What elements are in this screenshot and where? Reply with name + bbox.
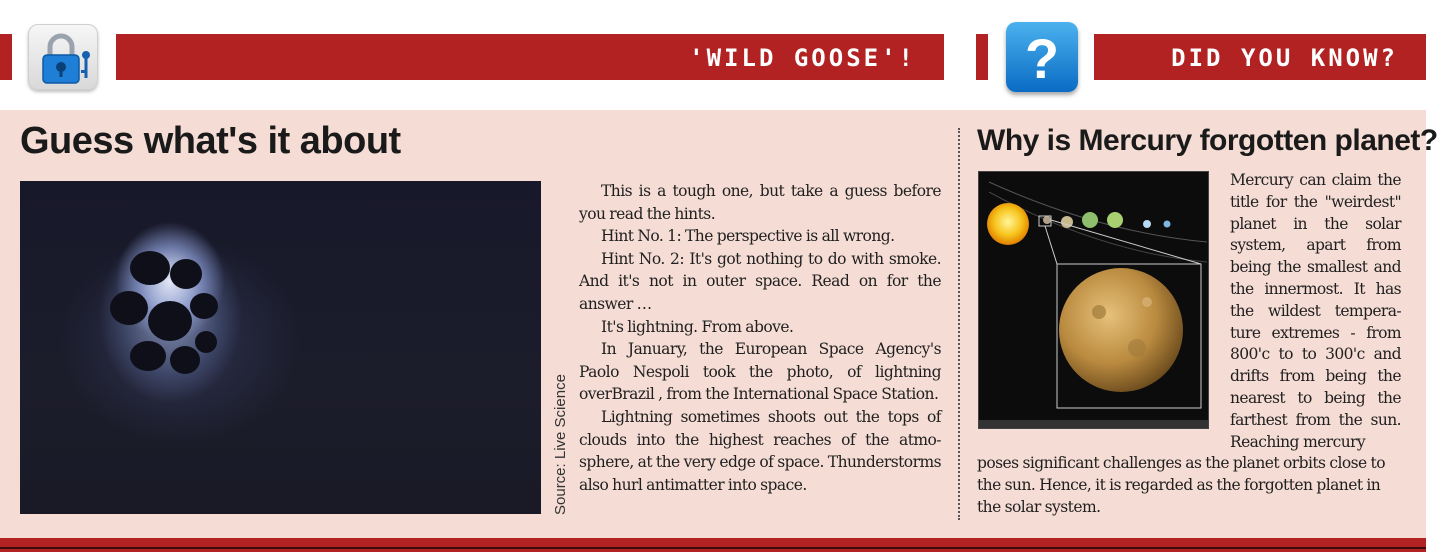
paragraph: Hint No. 2: It's got nothing to do with smoke. And it's not in outer space. Read on for the answer … [579,249,941,313]
mercury-solar-system-image [978,171,1209,429]
header-left-stub [0,34,12,80]
right-headline: Why is Mercury forgotten planet? [977,124,1438,157]
paragraph: This is a tough one, but take a guess before you read the hints. [579,182,941,223]
right-article-continued-text: poses significant challenges as the planet orbits close to the sun. Hence, it is regarded as the forgotten planet in the solar system. [977,454,1386,516]
right-section-title: DID YOU KNOW? [1171,44,1398,72]
lightning-photo [20,181,541,514]
header-strip [0,0,1444,110]
footer-bar [0,538,1426,552]
question-mark-icon [1006,22,1078,92]
paragraph: In January, the European Space Agency's Paolo Nespoli took the photo, of lightning overBrazil , from the International Space Station. [579,340,941,404]
left-article-body [579,180,941,496]
paragraph: Lightning sometimes shoots out the tops of clouds into the highest reaches of the atmo-sphere, at the very edge of space. Thunderstorms also hurl antimatter into space. [579,407,941,494]
left-section-title: 'WILD GOOSE'! [689,44,916,72]
right-section-bar [1094,34,1426,80]
right-article-side-text: Mercury can claim the title for the "weirdest" planet in the solar system, apart from being the smallest and the innermost. It has the wildest tempera-ture extremes - from 800'c to to 300'c and drifts from being the nearest to being the farthest from the sun. Reaching mercury [1230,171,1401,451]
column-divider [958,128,960,520]
photo-credit: Source: Live Science [552,374,569,515]
paragraph: Hint No. 1: The perspective is all wrong. [601,227,895,246]
left-headline: Guess what's it about [20,120,401,162]
header-right-stub [976,34,988,80]
paragraph: It's lightning. From above. [601,317,794,336]
lock-key-icon [28,24,98,90]
left-section-bar [116,34,944,80]
svg-text:?: ? [1024,27,1060,90]
